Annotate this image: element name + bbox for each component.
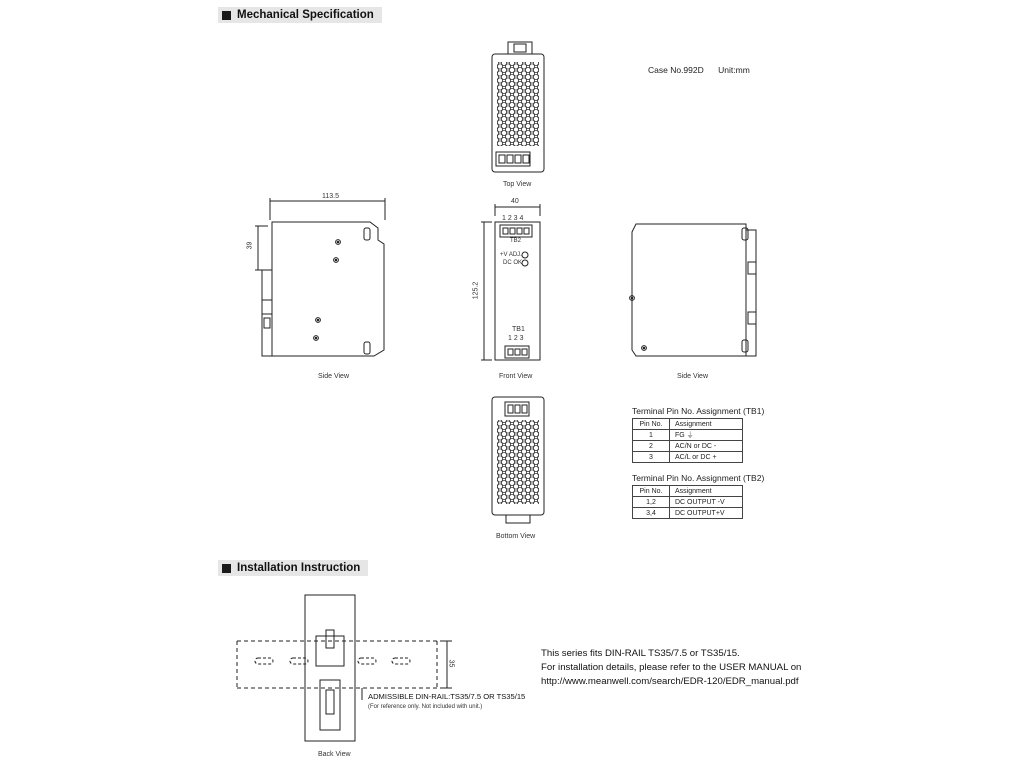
- pin-number: 3: [633, 452, 670, 463]
- vadj-label: +V ADJ.: [500, 252, 522, 258]
- tb2-pin-numbers: 1 2 3 4: [502, 215, 524, 222]
- depth-dimension: 113.5: [322, 193, 339, 200]
- pin-number: 3,4: [633, 508, 670, 519]
- top-view-caption: Top View: [503, 181, 532, 188]
- installation-text: [541, 647, 801, 689]
- dc-ok-label: DC OK: [503, 260, 523, 266]
- table-row: [633, 497, 743, 508]
- tb1-label: TB1: [512, 326, 525, 333]
- table-row: [633, 441, 743, 452]
- tb1-header-pin: Pin No.: [633, 419, 670, 430]
- bottom-view-caption: Bottom View: [496, 533, 536, 540]
- back-view-caption: Back View: [318, 751, 351, 758]
- tb2-table-title: Terminal Pin No. Assignment (TB2): [632, 473, 765, 483]
- installation-line-1: This series fits DIN-RAIL TS35/7.5 or TS35/15.: [541, 648, 740, 659]
- tb2-label: TB2: [510, 238, 522, 244]
- din-rail-note: ADMISSIBLE DIN-RAIL:TS35/7.5 OR TS35/15: [368, 692, 526, 701]
- installation-manual-link[interactable]: http://www.meanwell.com/search/EDR-120/EDR_manual.pdf: [541, 676, 799, 687]
- right-side-view-drawing: [630, 224, 756, 356]
- pin-assignment: DC OUTPUT -V: [670, 497, 743, 508]
- pin-assignment: DC OUTPUT+V: [670, 508, 743, 519]
- pin-assignment: FG ⏚: [670, 430, 743, 441]
- mechanical-spec-title: Mechanical Specification: [237, 9, 374, 21]
- left-side-view-drawing: [255, 198, 385, 356]
- case-number: Case No.992D: [648, 65, 704, 75]
- tb1-header-row: [633, 419, 743, 430]
- pin-number: 2: [633, 441, 670, 452]
- table-row: [633, 430, 743, 441]
- installation-line-2: For installation details, please refer to the USER MANUAL on: [541, 662, 802, 673]
- bottom-view-drawing: [492, 397, 544, 523]
- top-view-drawing: [492, 42, 544, 172]
- din-rail-subnote: (For reference only. Not included with unit.): [368, 704, 483, 710]
- tb2-table: [632, 485, 743, 519]
- back-view-drawing: [237, 595, 455, 741]
- table-row: [633, 452, 743, 463]
- pin-number: 1: [633, 430, 670, 441]
- rail-height-dimension: 35: [447, 659, 455, 668]
- width-dimension: 40: [511, 198, 519, 205]
- table-row: [633, 508, 743, 519]
- right-side-view-caption: Side View: [677, 373, 709, 380]
- pin-number: 1,2: [633, 497, 670, 508]
- front-view-caption: Front View: [499, 373, 533, 380]
- rail-offset-dimension: 39: [246, 241, 254, 250]
- tb2-header-assignment: Assignment: [670, 486, 743, 497]
- tb1-header-assignment: Assignment: [670, 419, 743, 430]
- pin-assignment: AC/N or DC -: [670, 441, 743, 452]
- tb1-table: [632, 418, 743, 463]
- unit-label: Unit:mm: [718, 65, 750, 75]
- tb1-table-title: Terminal Pin No. Assignment (TB1): [632, 406, 765, 416]
- tb2-header-pin: Pin No.: [633, 486, 670, 497]
- installation-title: Installation Instruction: [237, 562, 361, 574]
- pin-assignment: AC/L or DC +: [670, 452, 743, 463]
- tb1-pin-numbers: 1 2 3: [508, 335, 524, 342]
- height-dimension: 125.2: [472, 281, 480, 300]
- left-side-view-caption: Side View: [318, 373, 350, 380]
- tb2-header-row: [633, 486, 743, 497]
